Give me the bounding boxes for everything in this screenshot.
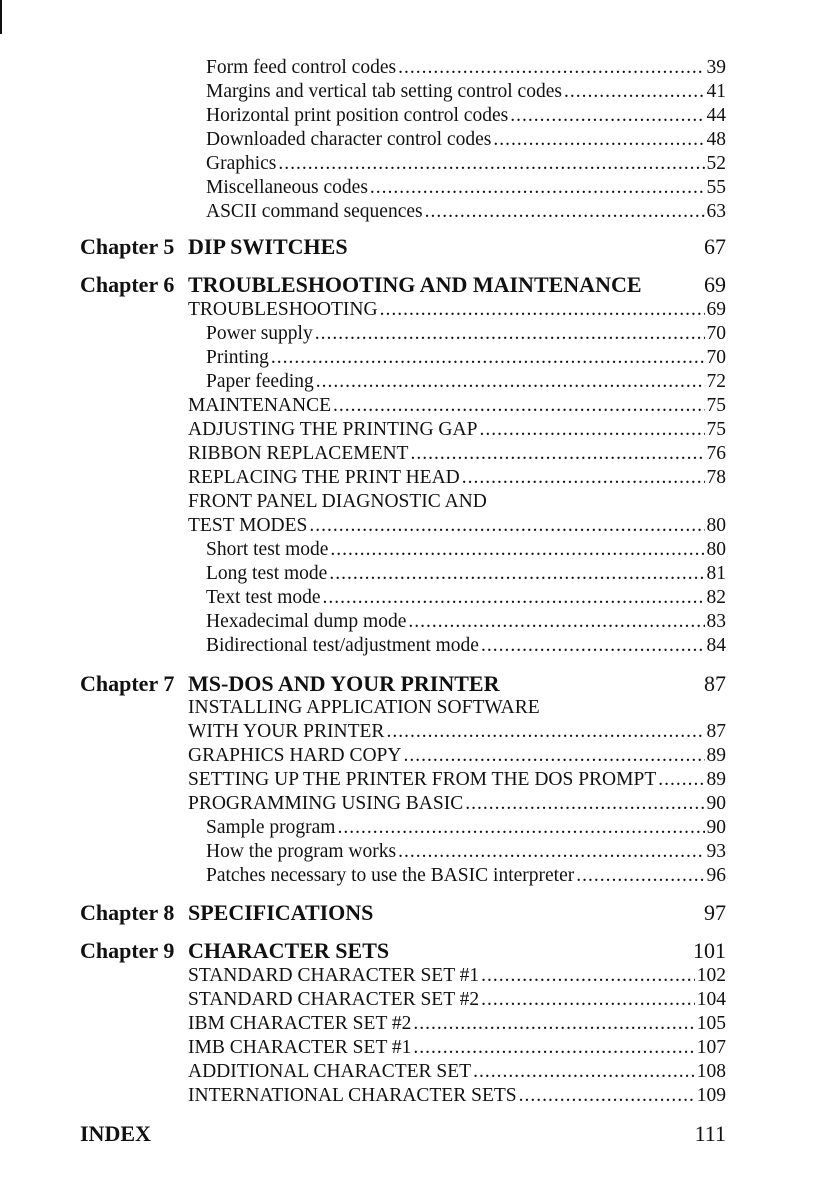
toc-entry-label: Margins and vertical tab setting control codes [206,81,562,102]
toc-entry [188,1036,726,1060]
toc-entry-page: 107 [696,1037,726,1058]
toc-entry-page: 89 [706,745,726,766]
toc-entry [206,370,726,394]
toc-entry-page: 75 [706,419,726,440]
toc-entry-downloaded [206,128,726,152]
leader-dots [370,176,705,200]
toc-entry [188,964,726,988]
toc-entry-label: Paper feeding [206,371,314,392]
leader-dots [481,988,695,1012]
toc-entry [188,298,726,322]
leader-dots [316,370,705,394]
toc-entry-graphics [206,152,726,176]
toc-entry [188,1012,726,1036]
chapter-number: Chapter 6 [80,272,175,297]
toc-entry-label: Patches necessary to use the BASIC interpreter [206,865,575,886]
toc-entry-margins [206,80,726,104]
leader-dots [658,768,704,792]
toc-entry-page: 48 [706,129,726,150]
toc-entry [188,744,726,768]
leader-dots [481,634,705,658]
toc-entry-label: TROUBLESHOOTING [188,299,378,320]
leader-dots [465,792,704,816]
leader-dots [425,200,705,224]
toc-entry-page: 80 [706,539,726,560]
toc-entry-page: 83 [706,611,726,632]
toc-entry [188,1060,726,1084]
chapter-title: DIP SWITCHES [188,234,348,259]
toc-entry-label: ADJUSTING THE PRINTING GAP [188,419,478,440]
chapter-number: Chapter 5 [80,234,175,259]
toc-entry-horizontal [206,104,726,128]
toc-entry [206,840,726,864]
toc-entry-label: WITH YOUR PRINTER [188,721,385,742]
leader-dots [337,816,704,840]
leader-dots [315,322,705,346]
toc-entry-page: 90 [706,793,726,814]
toc-entry-label: IBM CHARACTER SET #2 [188,1013,412,1034]
toc-entry-page: 96 [706,865,726,886]
toc-entry-page: 90 [706,817,726,838]
leader-dots [413,1012,694,1036]
toc-entry-page: 89 [706,769,726,790]
toc-entry-label: Long test mode [206,563,328,584]
toc-entry-page: 72 [706,371,726,392]
toc-entry [188,988,726,1012]
leader-dots [479,418,704,442]
toc-entry-label: IMB CHARACTER SET #1 [188,1037,412,1058]
leader-dots [386,720,704,744]
toc-entry-label: Sample program [206,817,336,838]
toc-entry-page: 84 [706,635,726,656]
toc-entry-label: STANDARD CHARACTER SET #1 [188,965,480,986]
chapter-page: 87 [704,671,726,696]
toc-entry-label: INTERNATIONAL CHARACTER SETS [188,1085,517,1106]
chapter-title: CHARACTER SETS [188,938,390,963]
toc-entry [188,514,726,538]
toc-entry [188,418,726,442]
toc-entry [188,466,726,490]
index-label: INDEX [80,1121,151,1146]
toc-entry-label: Graphics [206,153,277,174]
leader-dots [481,964,695,988]
toc-entry-ascii [206,200,726,224]
leader-dots [398,56,704,80]
toc-entry-page: 70 [706,347,726,368]
toc-entry-page: 81 [706,563,726,584]
chapter-number: Chapter 9 [80,938,175,963]
leader-dots [271,346,705,370]
index-page: 111 [694,1121,726,1146]
leader-dots [493,128,704,152]
leader-dots [519,1084,695,1108]
toc-entry-label: MAINTENANCE [188,395,331,416]
leader-dots [510,104,704,128]
toc-entry-label: GRAPHICS HARD COPY [188,745,402,766]
toc-entry [206,864,726,888]
toc-entry-label: Short test mode [206,539,329,560]
toc-entry-label: SETTING UP THE PRINTER FROM THE DOS PROMPT [188,769,657,790]
toc-entry-page: 109 [696,1085,726,1106]
toc-entry-page: 75 [706,395,726,416]
toc-entry-label: Horizontal print position control codes [206,105,509,126]
leader-dots [398,840,704,864]
toc-entry [206,538,726,562]
chapter-page: 69 [704,272,726,297]
toc-entry-misc [206,176,726,200]
toc-entry [188,442,726,466]
toc-entry-page: 93 [706,841,726,862]
toc-entry-page: 41 [706,81,726,102]
leader-dots [410,442,704,466]
toc-entry-page: 52 [706,153,726,174]
leader-dots [309,514,704,538]
leader-dots [473,1060,695,1084]
toc-entry-label: TEST MODES [188,515,308,536]
toc-entry-page: 104 [696,989,726,1010]
toc-entry-label: INSTALLING APPLICATION SOFTWARE [188,697,540,718]
toc-entry-label: Power supply [206,323,313,344]
toc-entry-page: 39 [706,57,726,78]
leader-dots [413,1036,694,1060]
toc-entry-form-feed [206,56,726,80]
toc-entry-label: Text test mode [206,587,321,608]
toc-entry-label: STANDARD CHARACTER SET #2 [188,989,480,1010]
leader-dots [462,466,705,490]
chapter-title: TROUBLESHOOTING AND MAINTENANCE [188,272,642,297]
toc-entry-page: 69 [706,299,726,320]
toc-entry-label: FRONT PANEL DIAGNOSTIC AND [188,491,487,512]
toc-entry [188,792,726,816]
toc-entry [188,1084,726,1108]
toc-entry-page: 55 [706,177,726,198]
toc-entry-page: 78 [706,467,726,488]
leader-dots [333,394,705,418]
toc-entry [188,720,726,744]
toc-entry-label: ASCII command sequences [206,201,423,222]
leader-dots [576,864,704,888]
leader-dots [403,744,704,768]
toc-entry-page: 87 [706,721,726,742]
leader-dots [564,80,705,104]
toc-entry-label: PROGRAMMING USING BASIC [188,793,464,814]
toc-entry-label: How the program works [206,841,397,862]
toc-entry-label: Miscellaneous codes [206,177,368,198]
chapter-title: SPECIFICATIONS [188,900,374,925]
leader-dots [408,610,704,634]
toc-entry-label: RIBBON REPLACEMENT [188,443,409,464]
leader-dots [380,298,705,322]
toc-entry-page: 63 [706,201,726,222]
toc-entry-label: Printing [206,347,269,368]
toc-entry-label: Form feed control codes [206,57,397,78]
scan-edge-mark [0,0,2,34]
chapter-number: Chapter 8 [80,900,175,925]
toc-entry-label: Downloaded character control codes [206,129,492,150]
leader-dots [329,562,704,586]
chapter-page: 97 [704,900,726,925]
toc-entry-page: 105 [696,1013,726,1034]
toc-entry [206,816,726,840]
toc-entry-page: 44 [706,105,726,126]
toc-entry [206,586,726,610]
leader-dots [323,586,705,610]
toc-entry-page: 108 [696,1061,726,1082]
toc-entry [206,322,726,346]
toc-entry [206,346,726,370]
toc-entry-page: 80 [706,515,726,536]
toc-entry-page: 102 [696,965,726,986]
toc-entry-label: Hexadecimal dump mode [206,611,407,632]
chapter-page: 67 [704,234,726,259]
leader-dots [278,152,704,176]
toc-entry [206,634,726,658]
toc-entry-page: 82 [706,587,726,608]
toc-entry [206,562,726,586]
leader-dots [330,538,704,562]
toc-entry-label: Bidirectional test/adjustment mode [206,635,479,656]
toc-entry-page: 70 [706,323,726,344]
toc-entry-label: REPLACING THE PRINT HEAD [188,467,460,488]
chapter-title: MS-DOS AND YOUR PRINTER [188,671,500,696]
toc-entry-page: 76 [706,443,726,464]
chapter-number: Chapter 7 [80,671,175,696]
toc-entry [206,610,726,634]
toc-entry [188,394,726,418]
toc-entry [188,768,726,792]
chapter-page: 101 [693,938,726,963]
toc-entry-label: ADDITIONAL CHARACTER SET [188,1061,472,1082]
